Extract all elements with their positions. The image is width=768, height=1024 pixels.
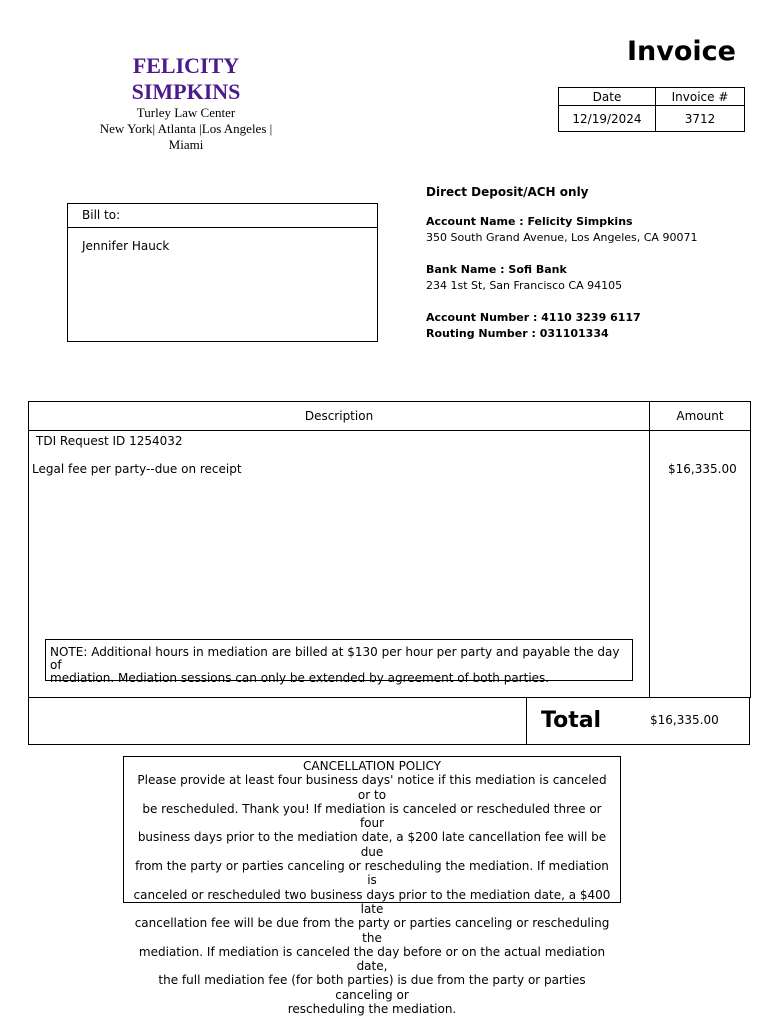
note-line1: NOTE: Additional hours in mediation are billed at $130 per hour per party and payable the day of — [50, 645, 620, 672]
bank-name: Bank Name : Sofi Bank — [426, 263, 567, 276]
request-id: TDI Request ID 1254032 — [36, 434, 183, 448]
cancellation-policy — [123, 756, 621, 1017]
company-name-line2: SIMPKINS — [131, 79, 241, 104]
company-header — [84, 53, 288, 153]
account-number: Account Number : 4110 3239 6117 — [426, 311, 641, 324]
bill-to-name: Jennifer Hauck — [82, 239, 170, 253]
line-items-table — [28, 401, 751, 698]
mediation-note — [45, 639, 633, 685]
cancellation-line: rescheduling the mediation. — [287, 1002, 457, 1017]
invoice-number-value: 3712 — [656, 106, 745, 132]
routing-number: Routing Number : 031101334 — [426, 327, 609, 340]
cancellation-line: mediation. If mediation is canceled the day before or on the actual mediation date, — [138, 944, 606, 974]
account-address: 350 South Grand Avenue, Los Angeles, CA 90071 — [426, 231, 698, 244]
bill-to-label: Bill to: — [68, 204, 377, 228]
total-label: Total — [541, 708, 602, 733]
cancellation-line: the full mediation fee (for both parties) is due from the party or parties canceling or — [158, 973, 586, 1002]
payment-title: Direct Deposit/ACH only — [426, 185, 589, 199]
invoice-meta-table — [558, 87, 745, 132]
amount-header: Amount — [676, 409, 724, 423]
cancellation-title: CANCELLATION POLICY — [303, 759, 441, 773]
bill-to-box — [67, 203, 378, 342]
company-cities-line1: New York| Atlanta |Los Angeles | — [99, 121, 273, 136]
payment-info — [426, 184, 697, 342]
total-row — [28, 697, 750, 745]
bank-address: 234 1st St, San Francisco CA 94105 — [426, 279, 623, 292]
line-amount: $16,335.00 — [668, 462, 737, 476]
date-label: Date — [559, 88, 656, 106]
company-cities-line2: Miami — [168, 137, 204, 152]
cancellation-line: from the party or parties canceling or rescheduling the mediation. If mediation is — [135, 859, 609, 888]
cancellation-line: Please provide at least four business days' notice if this mediation is canceled or to — [137, 773, 607, 802]
note-line2: mediation. Mediation sessions can only be extended by agreement of both parties. — [50, 671, 550, 685]
account-name: Account Name : Felicity Simpkins — [426, 215, 633, 228]
total-amount: $16,335.00 — [650, 713, 719, 727]
description-header: Description — [304, 409, 374, 423]
cancellation-line: business days prior to the mediation date, a $200 late cancellation fee will be due — [137, 830, 607, 859]
cancellation-line: canceled or rescheduled two business days prior to the mediation date, a $400 late — [133, 887, 611, 916]
date-value: 12/19/2024 — [559, 106, 656, 132]
company-subtitle: Turley Law Center — [136, 105, 236, 120]
cancellation-line: be rescheduled. Thank you! If mediation is canceled or rescheduled three or four — [142, 801, 602, 831]
line-description: Legal fee per party--due on receipt — [32, 462, 242, 476]
invoice-title: Invoice — [627, 36, 736, 67]
cancellation-line: cancellation fee will be due from the party or parties canceling or rescheduling the — [134, 916, 610, 945]
company-name-line1: FELICITY — [132, 53, 240, 78]
invoice-number-label: Invoice # — [656, 88, 745, 106]
